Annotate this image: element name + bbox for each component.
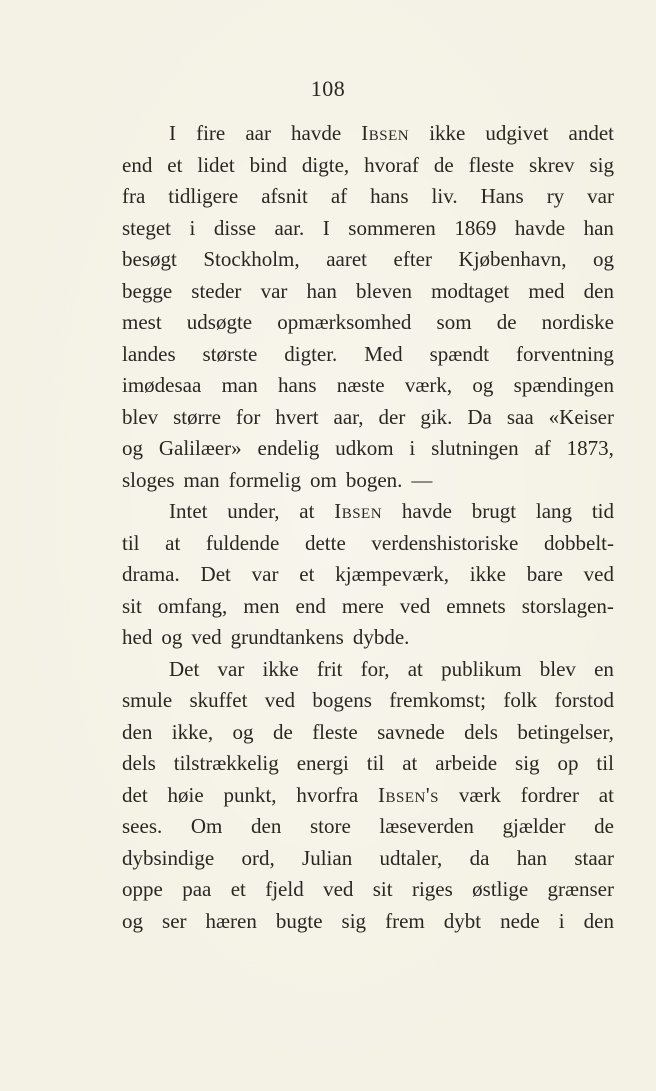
text-line bbox=[122, 433, 614, 465]
word: ved bbox=[264, 688, 296, 712]
word: disse bbox=[213, 215, 256, 240]
word: sees. bbox=[122, 814, 163, 838]
word: «Keiser bbox=[548, 404, 614, 429]
word: dobbelt- bbox=[544, 530, 614, 555]
word: besøgt bbox=[122, 247, 177, 271]
word: med bbox=[528, 278, 565, 303]
word: et bbox=[230, 877, 246, 901]
text-line bbox=[122, 118, 614, 150]
text-line bbox=[122, 717, 614, 749]
word: udgivet bbox=[485, 121, 549, 145]
word: fleste bbox=[312, 719, 358, 744]
text-line bbox=[122, 654, 614, 686]
word: værk, bbox=[404, 373, 453, 397]
word: — bbox=[411, 467, 433, 492]
word: gjælder bbox=[502, 814, 566, 838]
word: lidet bbox=[197, 152, 235, 177]
text-line bbox=[122, 496, 614, 528]
word: og bbox=[232, 719, 254, 744]
word: saa bbox=[506, 404, 534, 429]
word: frem bbox=[385, 908, 425, 933]
word: hvoraf bbox=[364, 152, 419, 177]
word: skuffet bbox=[189, 688, 248, 712]
word: digte, bbox=[301, 152, 350, 177]
word: I bbox=[322, 215, 330, 240]
word: riges bbox=[411, 877, 453, 901]
word: Ibsen bbox=[334, 499, 383, 523]
word: op bbox=[557, 751, 579, 775]
word: om bbox=[309, 467, 337, 492]
word: drama. bbox=[122, 562, 180, 586]
word: nede bbox=[500, 908, 540, 933]
word: sit bbox=[372, 877, 393, 901]
text-line bbox=[122, 780, 614, 812]
text-line bbox=[122, 748, 614, 780]
word: sit bbox=[122, 593, 142, 618]
word: ved bbox=[191, 625, 222, 649]
word: til bbox=[596, 751, 614, 775]
word: under, bbox=[227, 499, 280, 523]
word: tid bbox=[591, 499, 614, 523]
word: spændt bbox=[429, 341, 490, 366]
word: Det bbox=[169, 656, 200, 681]
word: den bbox=[583, 908, 614, 933]
word: ikke bbox=[262, 656, 299, 681]
word: steget bbox=[122, 215, 171, 240]
word: Da bbox=[467, 404, 492, 429]
word: et bbox=[299, 562, 315, 586]
word: i bbox=[558, 908, 565, 933]
word: at bbox=[598, 782, 614, 807]
word: grænser bbox=[547, 877, 614, 901]
word: aar, bbox=[333, 404, 364, 429]
text-line bbox=[122, 465, 614, 497]
word: der bbox=[378, 404, 406, 429]
word: steder bbox=[191, 278, 242, 303]
word: Ibsen's bbox=[378, 782, 439, 807]
word: savnede bbox=[377, 719, 445, 744]
word: at bbox=[402, 751, 418, 775]
word: Julian bbox=[302, 845, 353, 870]
word: tilstrækkelig bbox=[173, 751, 279, 775]
word: paa bbox=[182, 877, 212, 901]
word: men bbox=[243, 593, 280, 618]
word: staar bbox=[574, 845, 614, 870]
word: ikke, bbox=[171, 719, 214, 744]
word: ved bbox=[399, 593, 431, 618]
word: man bbox=[183, 467, 220, 492]
word: hans bbox=[278, 373, 317, 397]
word: betingelser, bbox=[517, 719, 614, 744]
word: sommeren bbox=[348, 215, 436, 240]
word: dybde. bbox=[352, 625, 410, 649]
word: han bbox=[516, 845, 548, 870]
word: fordrer bbox=[520, 782, 579, 807]
word: end bbox=[122, 152, 153, 177]
word: Stockholm, bbox=[203, 247, 300, 271]
word: den bbox=[122, 719, 153, 744]
word: at bbox=[299, 499, 315, 523]
word: grundtankens bbox=[230, 625, 344, 649]
word: udkom bbox=[335, 436, 394, 460]
text-line bbox=[122, 150, 614, 182]
word: fremkomst; bbox=[389, 688, 487, 712]
word: aar. bbox=[274, 215, 305, 240]
word: bleven bbox=[355, 278, 412, 303]
word: og bbox=[122, 436, 143, 460]
word: bogen. bbox=[345, 467, 403, 492]
word: havde bbox=[514, 215, 566, 240]
text-line bbox=[122, 307, 614, 339]
word: han bbox=[306, 278, 337, 303]
word: var bbox=[251, 562, 279, 586]
word: dels bbox=[464, 719, 498, 744]
word: Galilæer» bbox=[158, 436, 242, 460]
word: ved bbox=[323, 877, 354, 901]
word: som bbox=[436, 310, 472, 334]
text-line bbox=[122, 811, 614, 843]
text-line bbox=[122, 528, 614, 560]
word: til bbox=[366, 751, 385, 775]
word: sig bbox=[341, 908, 367, 933]
word: emnets bbox=[446, 593, 506, 618]
word: de bbox=[272, 719, 293, 744]
word: et bbox=[167, 152, 183, 177]
word: spændingen bbox=[513, 373, 614, 397]
word: at bbox=[165, 530, 181, 555]
page-number: 108 bbox=[310, 76, 346, 101]
word: aaret bbox=[326, 247, 367, 271]
word: dybsindige bbox=[122, 845, 215, 870]
word: arbeide bbox=[435, 751, 498, 775]
word: da bbox=[469, 845, 490, 870]
word: gik. bbox=[420, 404, 453, 429]
word: den bbox=[251, 814, 282, 838]
word: verdenshistoriske bbox=[371, 530, 519, 555]
word: 1869 bbox=[454, 215, 497, 240]
word: 1873, bbox=[566, 436, 614, 460]
word: andet bbox=[568, 121, 614, 145]
word: storslagen- bbox=[521, 593, 614, 618]
word: liv. bbox=[431, 184, 458, 208]
word: I bbox=[169, 121, 176, 145]
word: hed bbox=[122, 625, 153, 649]
word: brugt bbox=[471, 499, 517, 523]
word: udtaler, bbox=[379, 845, 443, 870]
word: og bbox=[161, 625, 183, 649]
word: ved bbox=[583, 562, 614, 586]
word: bind bbox=[249, 152, 287, 177]
word: og bbox=[593, 247, 614, 271]
word: hans bbox=[370, 184, 409, 208]
word: ord, bbox=[241, 845, 275, 870]
word: han bbox=[583, 215, 614, 240]
word: begge bbox=[122, 278, 173, 303]
word: ser bbox=[162, 908, 187, 933]
word: ikke bbox=[429, 121, 466, 145]
word: ikke bbox=[469, 562, 506, 586]
word: endelig bbox=[257, 436, 320, 460]
word: fuldende bbox=[205, 530, 280, 555]
word: var bbox=[217, 656, 245, 681]
word: sloges bbox=[122, 467, 175, 492]
word: i bbox=[189, 215, 196, 240]
word: smule bbox=[122, 688, 173, 712]
word: større bbox=[173, 404, 221, 429]
word: oppe bbox=[122, 877, 163, 901]
text-line bbox=[122, 591, 614, 623]
word: dybt bbox=[443, 908, 482, 933]
word: de bbox=[594, 814, 614, 838]
word: opmærksomhed bbox=[277, 310, 412, 334]
word: Kjøbenhavn, bbox=[458, 247, 567, 271]
word: fjeld bbox=[265, 877, 304, 901]
word: fire bbox=[196, 121, 226, 145]
text-line bbox=[122, 874, 614, 906]
word: til bbox=[122, 530, 140, 555]
word: ry bbox=[546, 184, 565, 208]
word: publikum bbox=[441, 656, 522, 681]
word: østlige bbox=[472, 877, 529, 901]
text-line bbox=[122, 181, 614, 213]
word: store bbox=[309, 814, 351, 838]
word: havde bbox=[401, 499, 452, 523]
text-line bbox=[122, 559, 614, 591]
word: end bbox=[295, 593, 326, 618]
word: modtaget bbox=[431, 278, 510, 303]
word: og bbox=[472, 373, 494, 397]
word: mere bbox=[341, 593, 384, 618]
word: var bbox=[587, 184, 614, 208]
word: digter. bbox=[284, 341, 338, 366]
word: at bbox=[407, 656, 423, 681]
word: og bbox=[122, 908, 143, 933]
word: Med bbox=[364, 341, 403, 366]
word: var bbox=[260, 278, 288, 303]
word: hvorfra bbox=[296, 782, 359, 807]
word: blev bbox=[122, 404, 159, 429]
word: nordiske bbox=[541, 310, 614, 334]
word: for, bbox=[360, 656, 390, 681]
word: Ibsen bbox=[361, 121, 410, 145]
word: bugte bbox=[275, 908, 323, 933]
word: efter bbox=[393, 247, 432, 271]
word: dette bbox=[304, 530, 346, 555]
word: dels bbox=[122, 751, 156, 775]
word: frit bbox=[316, 656, 343, 681]
word: hæren bbox=[205, 908, 257, 933]
word: bogens bbox=[312, 688, 372, 712]
word: tidligere bbox=[168, 184, 239, 208]
body-text bbox=[122, 118, 614, 937]
word: man bbox=[221, 373, 258, 397]
word: forventning bbox=[515, 341, 614, 366]
word: sig bbox=[515, 751, 540, 775]
word: forstod bbox=[554, 688, 614, 712]
word: Hans bbox=[480, 184, 524, 208]
word: Intet bbox=[169, 499, 208, 523]
text-line bbox=[122, 685, 614, 717]
word: værk bbox=[458, 782, 501, 807]
word: punkt, bbox=[223, 782, 277, 807]
word: blev bbox=[539, 656, 576, 681]
word: læseverden bbox=[379, 814, 474, 838]
word: største bbox=[202, 341, 258, 366]
text-line bbox=[122, 906, 614, 938]
word: Om bbox=[190, 814, 223, 838]
word: aar bbox=[245, 121, 271, 145]
word: udsøgte bbox=[186, 310, 253, 334]
word: hvert bbox=[275, 404, 319, 429]
word: for bbox=[235, 404, 261, 429]
word: afsnit bbox=[261, 184, 308, 208]
text-line bbox=[122, 622, 614, 654]
word: slutningen bbox=[431, 436, 519, 460]
text-line bbox=[122, 370, 614, 402]
word: af bbox=[330, 184, 348, 208]
word: mest bbox=[122, 310, 162, 334]
word: fleste bbox=[468, 152, 515, 177]
text-line bbox=[122, 402, 614, 434]
text-line bbox=[122, 244, 614, 276]
word: landes bbox=[122, 341, 176, 366]
word: lang bbox=[535, 499, 573, 523]
word: fra bbox=[122, 184, 146, 208]
word: Det bbox=[200, 562, 231, 586]
word: næste bbox=[336, 373, 385, 397]
word: de bbox=[433, 152, 454, 177]
word: det bbox=[122, 782, 148, 807]
word: en bbox=[594, 656, 614, 681]
word: af bbox=[534, 436, 551, 460]
word: havde bbox=[291, 121, 342, 145]
word: høie bbox=[167, 782, 204, 807]
word: imødesaa bbox=[122, 373, 202, 397]
text-line bbox=[122, 213, 614, 245]
word: sig bbox=[589, 152, 614, 177]
text-line bbox=[122, 276, 614, 308]
word: omfang, bbox=[157, 593, 228, 618]
word: bare bbox=[526, 562, 563, 586]
word: i bbox=[409, 436, 416, 460]
word: de bbox=[496, 310, 517, 334]
text-line bbox=[122, 339, 614, 371]
word: energi bbox=[296, 751, 349, 775]
word: formelig bbox=[228, 467, 301, 492]
word: skrev bbox=[529, 152, 575, 177]
text-line bbox=[122, 843, 614, 875]
word: kjæmpeværk, bbox=[335, 562, 449, 586]
word: folk bbox=[503, 688, 538, 712]
word: den bbox=[583, 278, 614, 303]
